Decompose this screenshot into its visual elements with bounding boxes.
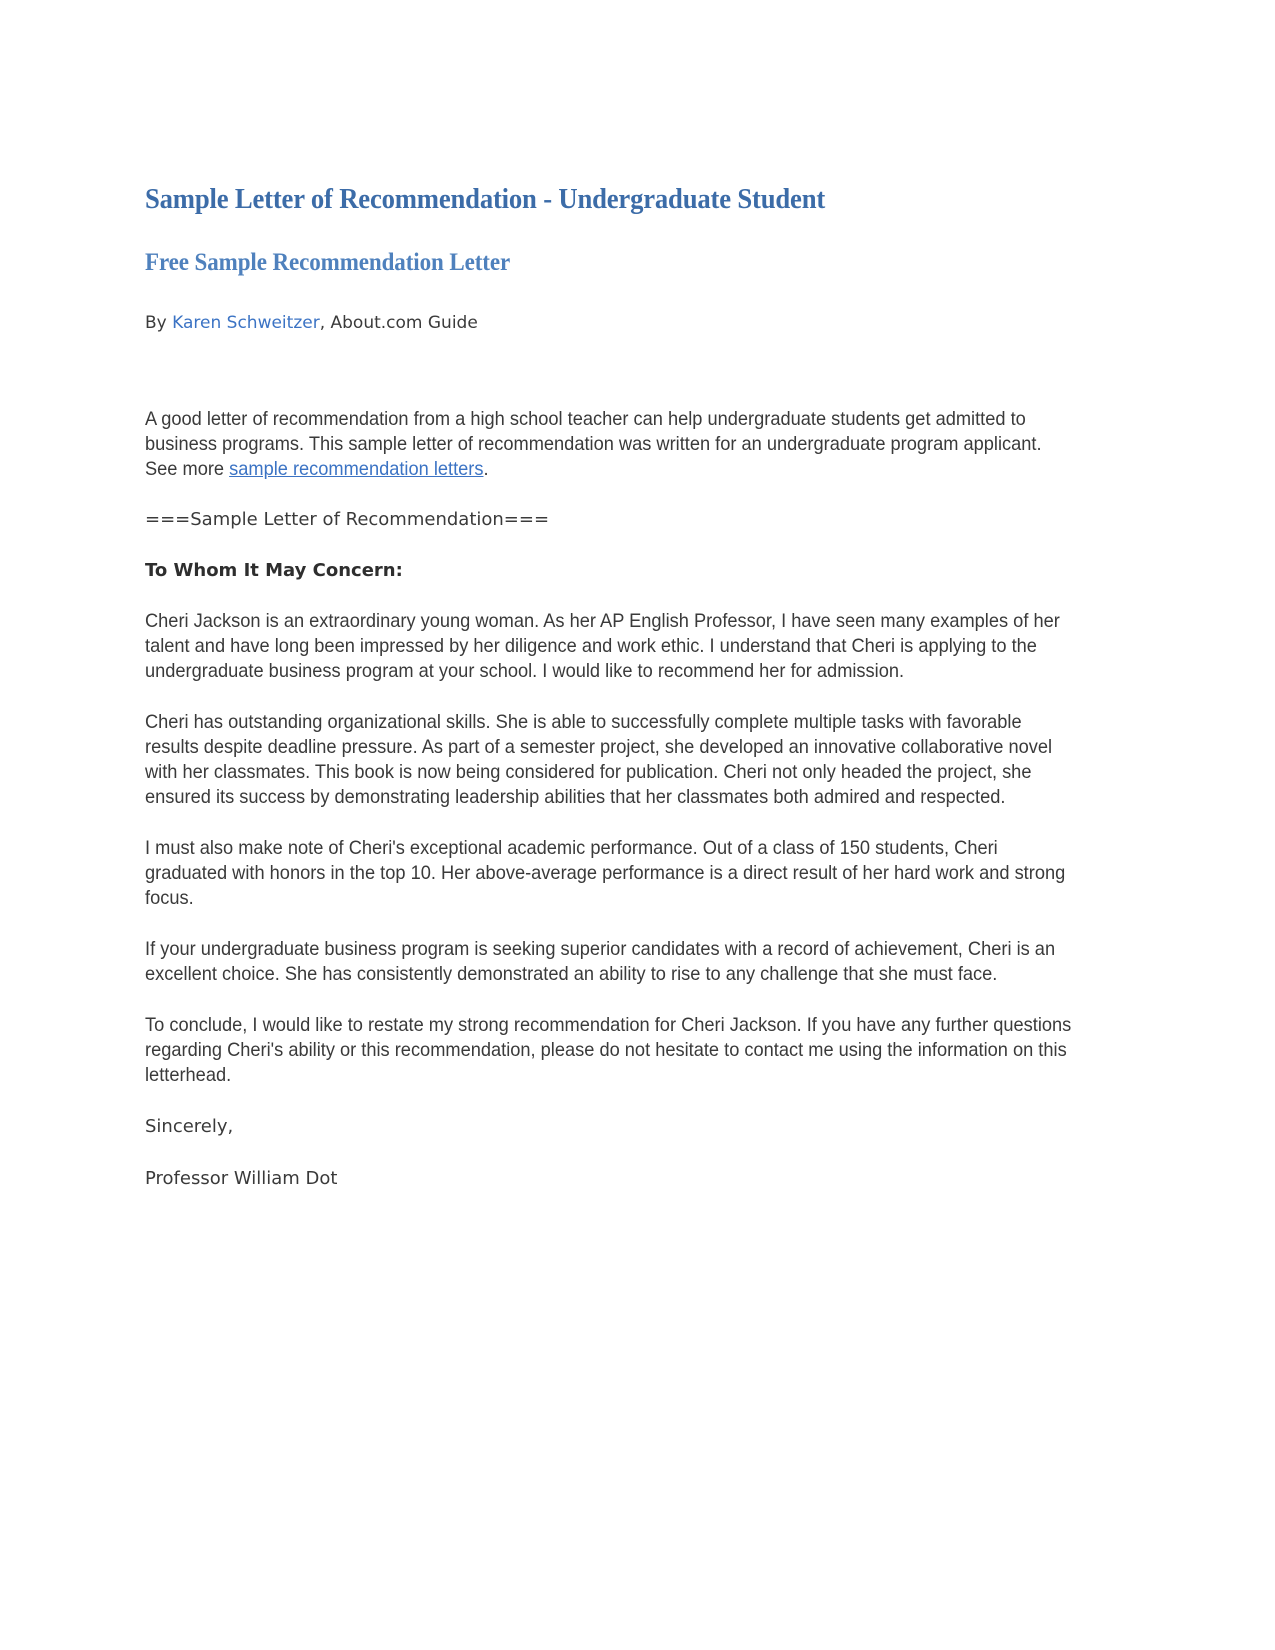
intro-paragraph xyxy=(145,407,1075,482)
letter-signature: Professor William Dot xyxy=(145,1168,338,1189)
letter-paragraph-1: Cheri Jackson is an extraordinary young woman. As her AP English Professor, I have seen many examples of her talent and have long been impressed by her diligence and work ethic. I understand that Cheri is applying to the undergraduate business program at your school. I would like to recommend her for admission. xyxy=(145,610,1060,682)
byline-prefix: By xyxy=(145,313,173,333)
letter-paragraph-3: I must also make note of Cheri's exceptional academic performance. Out of a class of 150 students, Cheri graduated with honors in the top 10. Her above-average performance is a direct result of her hard work and strong focus. xyxy=(145,837,1066,909)
letter-salutation: To Whom It May Concern: xyxy=(145,560,403,581)
document-content xyxy=(145,180,1075,1191)
letter-closing: Sincerely, xyxy=(145,1116,234,1137)
letter-paragraph-4: If your undergraduate business program is seeking superior candidates with a record of achievement, Cheri is an excellent choice. She has consistently demonstrated an ability to rise to any challenge that she must face. xyxy=(145,938,1056,985)
section-divider-label: ===Sample Letter of Recommendation=== xyxy=(145,509,550,530)
letter-paragraph-2: Cheri has outstanding organizational skills. She is able to successfully complete multiple tasks with favorable results despite deadline pressure. As part of a semester project, she developed an innovative collaborative novel with her classmates. This book is now being considered for publication. Cheri not only headed the project, she ensured its success by demonstrating leadership abilities that her classmates both admired and respected. xyxy=(145,711,1053,808)
byline xyxy=(145,311,1075,335)
page-title: Sample Letter of Recommendation - Undergraduate Student xyxy=(145,183,826,215)
letter-paragraph-5: To conclude, I would like to restate my strong recommendation for Cheri Jackson. If you have any further questions regarding Cheri's ability or this recommendation, please do not hesitate to contact me using the information on this letterhead. xyxy=(145,1014,1072,1086)
page-subtitle: Free Sample Recommendation Letter xyxy=(145,249,511,276)
intro-text-after-link: . xyxy=(483,458,489,480)
author-link[interactable]: Karen Schweitzer xyxy=(172,313,320,333)
intro-text-before-link: A good letter of recommendation from a high school teacher can help undergraduate students get admitted to business programs. This sample letter of recommendation was written for an undergraduate program applicant. See more xyxy=(145,408,1042,480)
sample-recommendation-letters-link[interactable]: sample recommendation letters xyxy=(229,458,484,480)
byline-suffix: , About.com Guide xyxy=(319,313,478,333)
